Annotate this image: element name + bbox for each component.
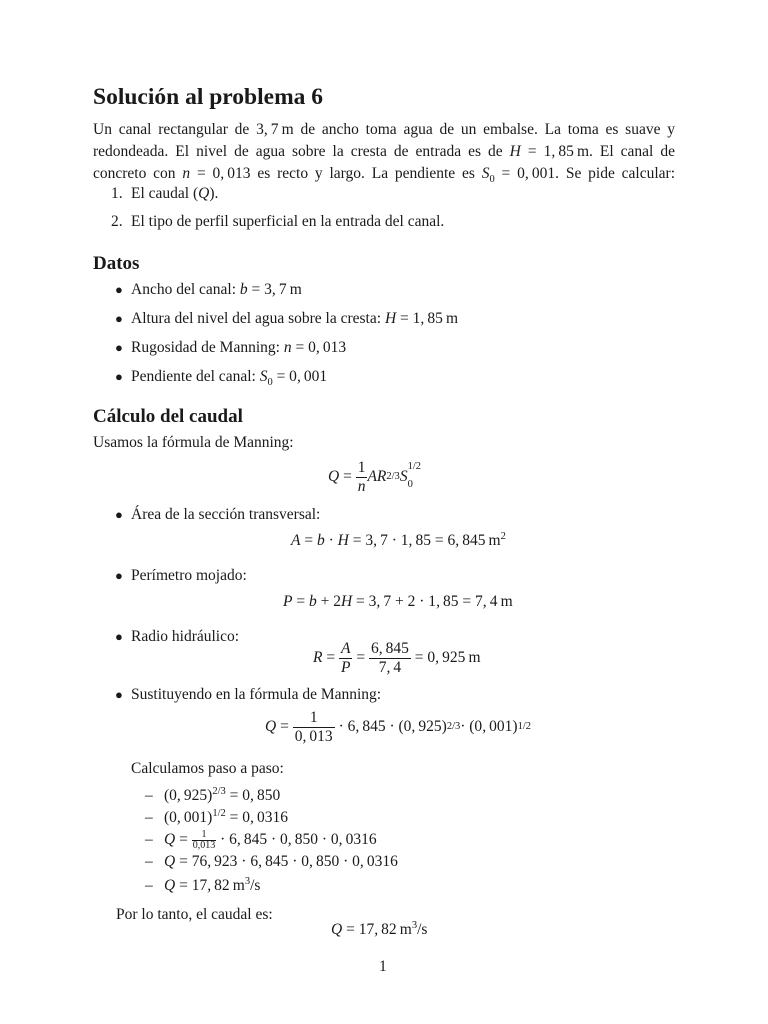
perimetro-equation: P = b + 2H = 3, 7 + 2 · 1, 85 = 7, 4 m	[283, 593, 513, 610]
page-number: 1	[379, 958, 387, 975]
task-item: El tipo de perfil superficial en la entrada del canal.	[131, 213, 445, 230]
paso-label: Calculamos paso a paso:	[131, 760, 284, 777]
data-item: Rugosidad de Manning: n = 0, 013	[131, 339, 347, 356]
dash-marker: –	[145, 877, 153, 894]
bullet-icon: ●	[115, 369, 123, 384]
intro-line-2: redondeada. El nivel de agua sobre la cresta de entrada es de H = 1, 85 m. El canal de	[93, 143, 675, 160]
section-heading-datos: Datos	[93, 253, 140, 274]
data-item: Ancho del canal: b = 3, 7 m	[131, 281, 302, 298]
dash-marker: –	[145, 831, 153, 848]
bullet-icon: ●	[115, 282, 123, 297]
bullet-icon: ●	[115, 687, 123, 702]
perimetro-label: Perímetro mojado:	[131, 567, 247, 584]
step-item: Q = 76, 923 · 6, 845 · 0, 850 · 0, 0316	[164, 853, 398, 870]
calc-intro: Usamos la fórmula de Manning:	[93, 434, 294, 451]
task-number: 1.	[111, 185, 123, 202]
dash-marker: –	[145, 787, 153, 804]
task-number: 2.	[111, 213, 123, 230]
conclusion-label: Por lo tanto, el caudal es:	[116, 906, 273, 923]
data-item: Pendiente del canal: $S_0 = 0$, 001	[131, 368, 328, 389]
dash-marker: –	[145, 809, 153, 826]
step-item: Q = 17, 82 $m^3/s$	[164, 875, 261, 894]
sustituyendo-equation: Q = $\frac{1}{0, 013}$ · 6 , 845 · (0 , 925) 2/3 · (0 , 001) 1/2	[265, 708, 531, 745]
manning-formula: Q = $\frac{1}{n}$ AR 2/3 S 1/2 0	[328, 458, 421, 495]
radio-equation: R = $\frac{A}{P}$ = $\frac{6, 845}{7, 4}$ = 0 , 925 m	[313, 639, 481, 676]
data-item: Altura del nivel del agua sobre la cresta: H = 1, 85 m	[131, 310, 459, 327]
step-item: Q = 1 0,013 · 6 , 845 · 0 , 850 · 0 , 0316	[164, 828, 377, 851]
intro-line-3: concreto con n = 0, 013 es recto y largo. La pendiente es $S_0 = 0$, 001. Se pide calcular:	[93, 165, 676, 186]
dash-marker: –	[145, 853, 153, 870]
bullet-icon: ●	[115, 507, 123, 522]
bullet-icon: ●	[115, 340, 123, 355]
task-item: El caudal (Q).	[131, 185, 219, 202]
step-item: (0, 925)$^{2/3}$ = 0, 850	[164, 785, 281, 804]
conclusion-equation: Q = 17, 82 $m^3/s$	[331, 919, 428, 938]
radio-label: Radio hidráulico:	[131, 628, 240, 645]
intro-line-1: Un canal rectangular de 3, 7 m de ancho toma agua de un embalse. La toma es suave y	[93, 121, 675, 138]
bullet-icon: ●	[115, 629, 123, 644]
area-equation: A = b · H = 3, 7 · 1, 85 = 6, 845 $m^2$	[291, 530, 506, 549]
bullet-icon: ●	[115, 568, 123, 583]
sustituyendo-label: Sustituyendo en la fórmula de Manning:	[131, 686, 382, 703]
area-label: Área de la sección transversal:	[131, 506, 321, 523]
section-heading-calculo: Cálculo del caudal	[93, 406, 243, 427]
page-title: Solución al problema 6	[93, 84, 324, 110]
bullet-icon: ●	[115, 311, 123, 326]
step-item: (0, 001)$^{1/2}$ = 0, 0316	[164, 807, 288, 826]
